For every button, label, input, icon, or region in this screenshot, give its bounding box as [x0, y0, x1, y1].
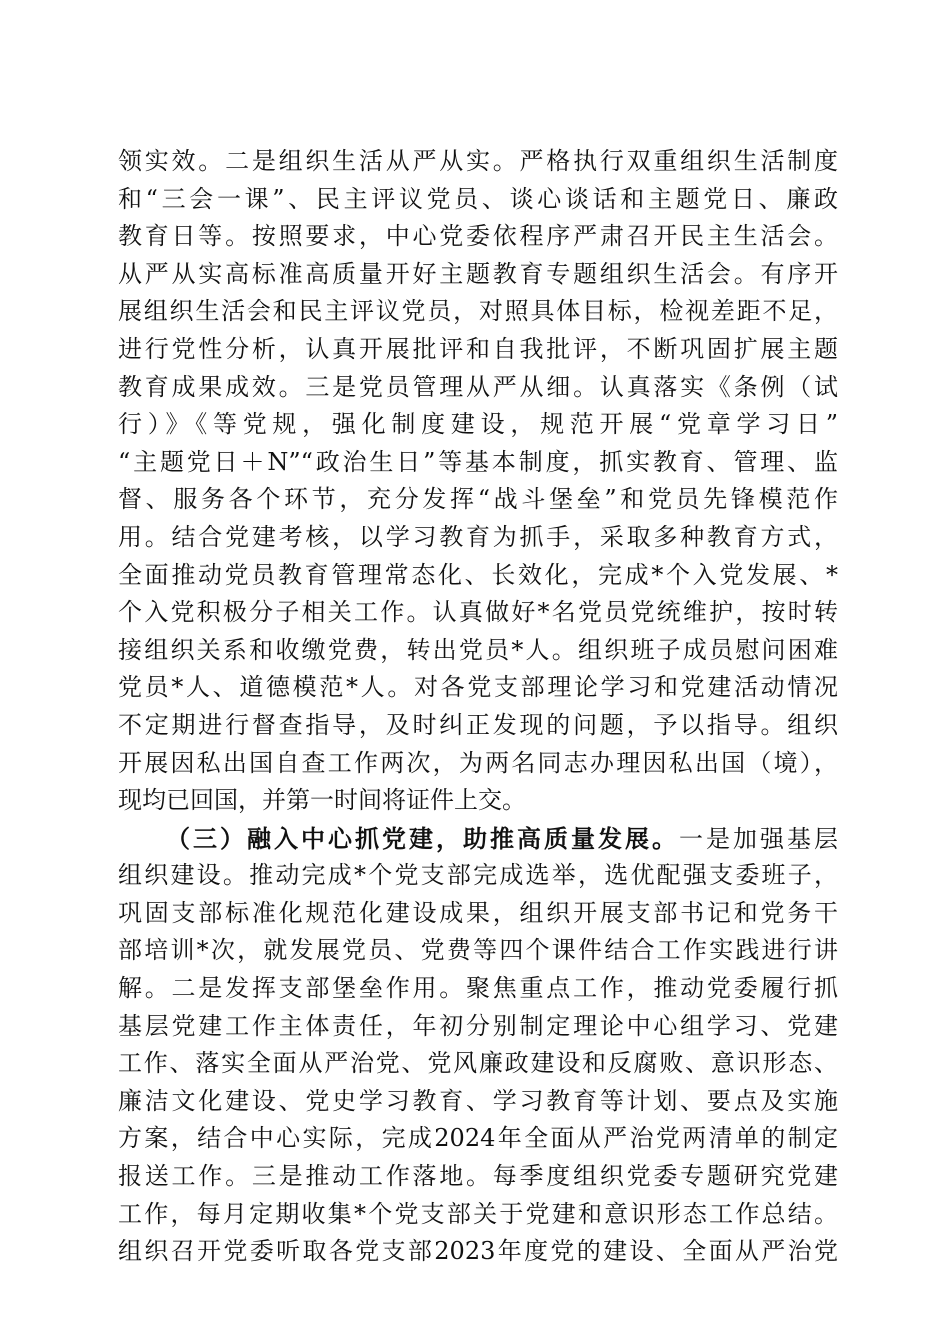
text-line: 组织建设。推动完成*个党支部完成选举，选优配强支委班子， [118, 861, 838, 890]
text-line: 接组织关系和收缴党费，转出党员*人。组织班子成员慰问困难 [118, 635, 838, 664]
text-line: 和“三会一课”、民主评议党员、谈心谈话和主题党日、廉政 [118, 184, 838, 213]
text-line: 展组织生活会和民主评议党员，对照具体目标，检视差距不足， [118, 297, 838, 326]
text-line: 教育成果成效。三是党员管理从严从细。认真落实《条例（试 [118, 372, 838, 401]
text-line: 现均已回国，并第一时间将证件上交。 [118, 786, 526, 815]
text-line: 廉洁文化建设、党史学习教育、学习教育等计划、要点及实施 [118, 1086, 838, 1115]
text-line: 教育日等。按照要求，中心党委依程序严肃召开民主生活会。 [118, 222, 838, 251]
text-line: 行）》《等党规，强化制度建设，规范开展“党章学习日” [118, 410, 838, 439]
text-line: 个入党积极分子相关工作。认真做好*名党员党统维护，按时转 [118, 598, 838, 627]
body-text [118, 143, 838, 1271]
text-line: 开展因私出国自查工作两次，为两名同志办理因私出国（境）， [118, 748, 838, 777]
section-3-first-line-rest: 一是加强基层 [679, 824, 838, 853]
text-line: 报送工作。三是推动工作落地。每季度组织党委专题研究党建 [118, 1162, 838, 1191]
text-line: 巩固支部标准化规范化建设成果，组织开展支部书记和党务干 [118, 898, 838, 927]
text-line: 进行党性分析，认真开展批评和自我批评，不断巩固扩展主题 [118, 334, 838, 363]
text-line: 全面推动党员教育管理常态化、长效化，完成*个入党发展、* [118, 560, 838, 589]
section-3-first-line [118, 820, 838, 858]
text-line: 方案，结合中心实际，完成2024年全面从严治党两清单的制定 [118, 1124, 838, 1153]
text-line: 部培训*次，就发展党员、党费等四个课件结合工作实践进行讲 [118, 936, 838, 965]
text-line: “主题党日＋N”“政治生日”等基本制度，抓实教育、管理、监 [118, 447, 838, 476]
text-line: 基层党建工作主体责任，年初分别制定理论中心组学习、党建 [118, 1011, 838, 1040]
text-line: 从严从实高标准高质量开好主题教育专题组织生活会。有序开 [118, 259, 838, 288]
text-line: 用。结合党建考核，以学习教育为抓手，采取多种教育方式， [118, 522, 838, 551]
text-line: 工作，每月定期收集*个党支部关于党建和意识形态工作总结。 [118, 1199, 838, 1228]
text-line: 解。二是发挥支部堡垒作用。聚焦重点工作，推动党委履行抓 [118, 974, 838, 1003]
section-3-heading: （三）融入中心抓党建，助推高质量发展。 [166, 823, 679, 853]
text-line: 领实效。二是组织生活从严从实。严格执行双重组织生活制度 [118, 147, 838, 175]
text-line: 督、服务各个环节，充分发挥“战斗堡垒”和党员先锋模范作 [118, 485, 838, 514]
text-line: 组织召开党委听取各党支部2023年度党的建设、全面从严治党 [118, 1237, 838, 1266]
text-line: 不定期进行督查指导，及时纠正发现的问题，予以指导。组织 [118, 710, 838, 739]
text-line: 工作、落实全面从严治党、党风廉政建设和反腐败、意识形态、 [118, 1049, 838, 1078]
text-line: 党员*人、道德模范*人。对各党支部理论学习和党建活动情况 [118, 673, 838, 702]
